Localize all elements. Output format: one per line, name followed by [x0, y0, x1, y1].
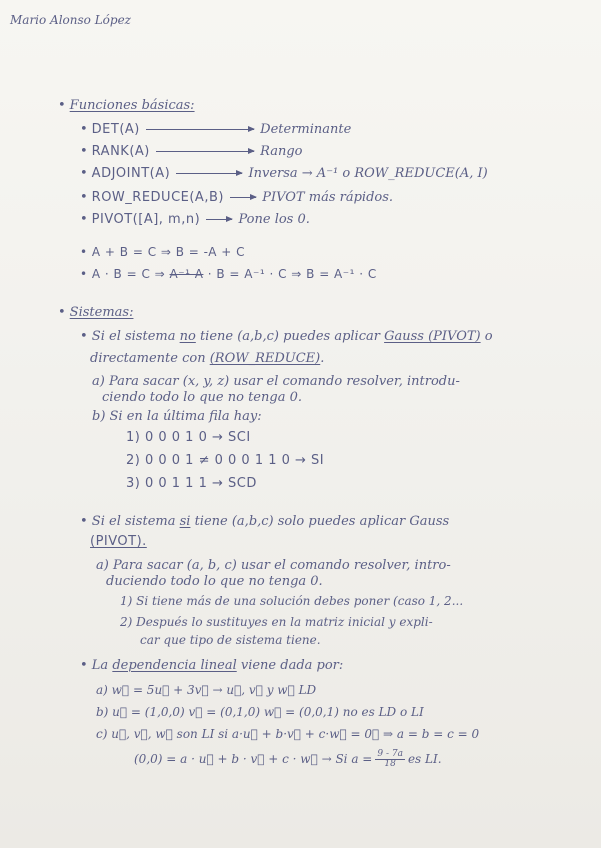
funciones-heading	[58, 98, 195, 114]
sistemas-heading-text: Sistemas:	[69, 305, 134, 320]
heading-bullet: •	[58, 305, 66, 320]
sistemas-p1-line2: directamente con (ROW_REDUCE).	[90, 351, 325, 366]
sistemas-p1-a-line1: a) Para sacar (x, y, z) usar el comando resolver, introdu-	[92, 374, 460, 389]
arrow-icon	[176, 173, 242, 174]
arrow-icon	[230, 197, 256, 198]
sistemas-p2-a-line1: a) Para sacar (a, b, c) usar el comando resolver, intro-	[96, 558, 451, 573]
dependencia-heading: • La dependencia lineal viene dada por:	[80, 658, 344, 673]
function-desc: Pone los 0.	[238, 212, 310, 227]
function-row-pivot: • PIVOT([A], m,n) Pone los 0.	[80, 212, 310, 227]
sistemas-p1-line1: • Si el sistema no tiene (a,b,c) puedes aplicar Gauss (PIVOT) o	[80, 329, 493, 344]
formula-product	[80, 266, 377, 282]
function-row-det: • DET(A) Determinante	[80, 122, 352, 137]
function-cmd: RANK(A)	[91, 144, 150, 159]
function-cmd: ADJOINT(A)	[91, 166, 171, 181]
function-desc: Rango	[260, 144, 303, 159]
dependencia-b: b) u⃗ = (1,0,0) v⃗ = (0,1,0) w⃗ = (0,0,1) no es LD o LI	[96, 705, 424, 719]
underlined-dependencia-lineal: dependencia lineal	[112, 658, 237, 673]
arrow-icon	[146, 129, 254, 130]
formula-product-struck: A⁻¹ A	[169, 267, 204, 281]
dependencia-a: a) w⃗ = 5u⃗ + 3v⃗ → u⃗, v⃗ y w⃗ LD	[96, 683, 317, 697]
function-desc: Inversa → A⁻¹ o ROW_REDUCE(A, I)	[248, 166, 488, 181]
function-row-rank: • RANK(A) Rango	[80, 144, 303, 159]
underlined-si: si	[179, 514, 191, 529]
sistemas-p1-a-line2: ciendo todo lo que no tenga 0.	[102, 390, 302, 405]
author-name: Mario Alonso López	[10, 13, 132, 27]
dependencia-c: c) u⃗, v⃗, w⃗ son LI si a·u⃗ + b·v⃗ + c·w⃗ = 0⃗ ⇒ a = b = c = 0	[96, 727, 480, 741]
function-row-adjoint: • ADJOINT(A) Inversa → A⁻¹ o ROW_REDUCE(A, I)	[80, 166, 488, 181]
function-desc: PIVOT más rápidos.	[262, 190, 394, 205]
sistemas-heading	[58, 305, 133, 321]
funciones-heading-text: Funciones básicas:	[69, 98, 195, 113]
underlined-gauss-pivot: Gauss (PIVOT)	[384, 329, 481, 344]
function-cmd: PIVOT([A], m,n)	[91, 212, 201, 227]
function-cmd: DET(A)	[91, 122, 140, 137]
sistemas-p2-line2: (PIVOT).	[90, 534, 147, 549]
underlined-row-reduce: (ROW_REDUCE)	[209, 351, 321, 366]
formula-product-start: • A · B = C ⇒	[80, 267, 170, 281]
function-desc: Determinante	[260, 122, 352, 137]
function-row-row-reduce: • ROW_REDUCE(A,B) PIVOT más rápidos.	[80, 190, 394, 205]
sistemas-p1-b2: 2) 0 0 0 1 ≠ 0 0 0 1 1 0 → SI	[126, 453, 325, 468]
sistemas-p2-a-1: 1) Si tiene más de una solución debes poner (caso 1, 2...	[120, 594, 464, 608]
function-cmd: ROW_REDUCE(A,B)	[91, 190, 224, 205]
underlined-no: no	[179, 329, 196, 344]
sistemas-p1-b: b) Si en la última fila hay:	[92, 409, 262, 424]
dependencia-c-example: (0,0) = a · u⃗ + b · v⃗ + c · w⃗ → Si a = $\frac{9 - 7a}{18}$ es LI.	[134, 749, 442, 769]
arrow-icon	[206, 219, 232, 220]
sistemas-p1-b1: 1) 0 0 0 1 0 → SCI	[126, 430, 251, 445]
formula-sum: • A + B = C ⇒ B = -A + C	[80, 245, 246, 259]
heading-bullet: •	[58, 98, 66, 113]
formula-product-end: · B = A⁻¹ · C ⇒ B = A⁻¹ · C	[203, 267, 377, 281]
arrow-icon	[156, 151, 254, 152]
sistemas-p2-a-2-line2: car que tipo de sistema tiene.	[140, 633, 321, 647]
fraction: $\frac{9 - 7a}{18}$	[377, 749, 403, 769]
sistemas-p2-a-2-line1: 2) Después lo sustituyes en la matriz inicial y expli-	[120, 615, 433, 629]
sistemas-p1-b3: 3) 0 0 1 1 1 → SCD	[126, 476, 257, 491]
sistemas-p2-a-line2: duciendo todo lo que no tenga 0.	[106, 574, 323, 589]
sistemas-p2-line1: • Si el sistema si tiene (a,b,c) solo puedes aplicar Gauss	[80, 514, 450, 529]
